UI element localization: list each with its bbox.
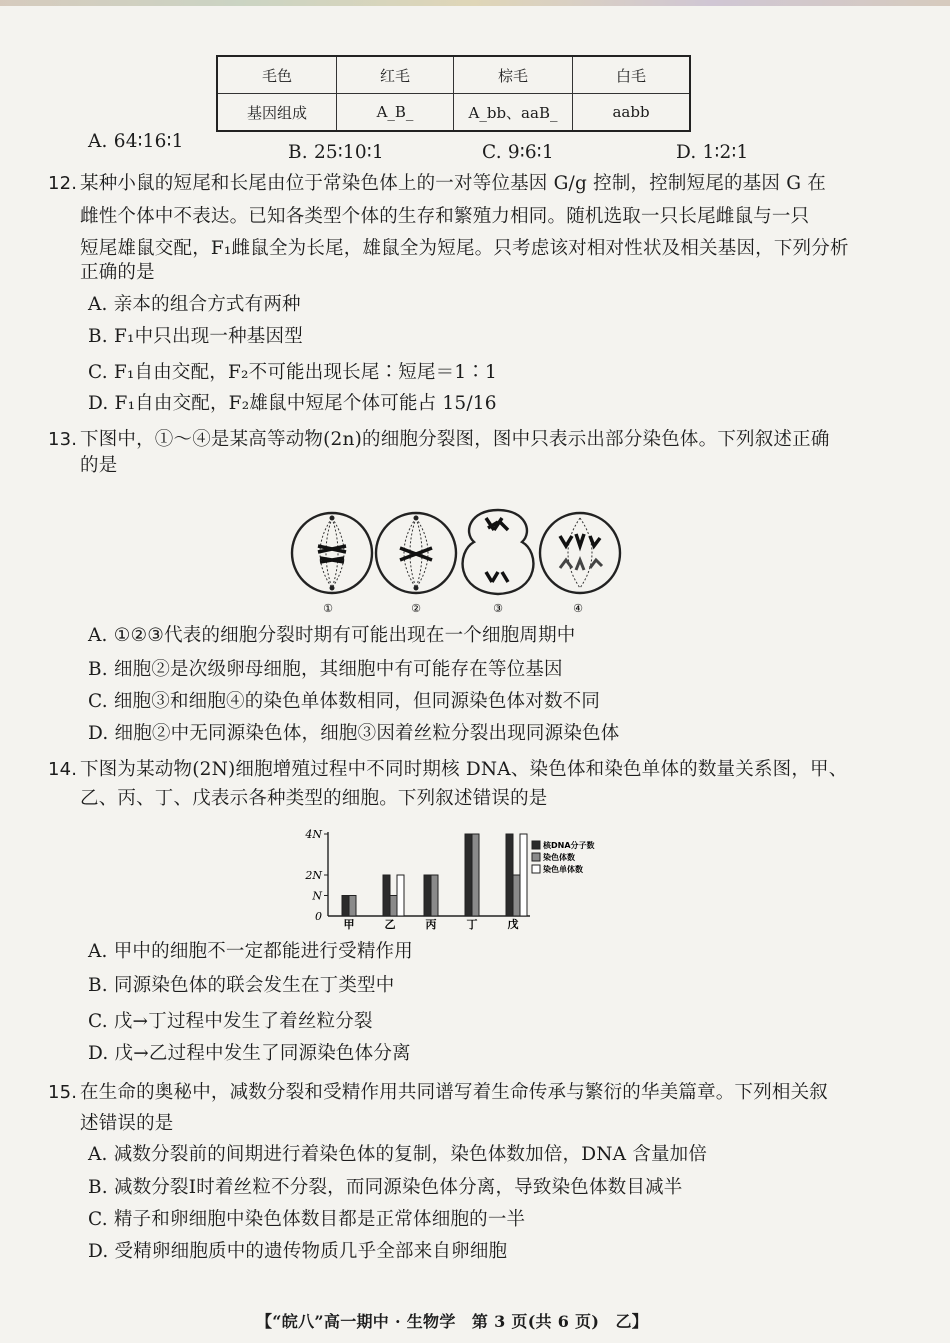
q15-number: 15. (48, 1082, 78, 1103)
q13-option-d: D. 细胞②中无同源染色体，细胞③因着丝粒分裂出现同源染色体 (88, 723, 620, 744)
bar (342, 896, 349, 917)
cell-label: ④ (573, 602, 583, 614)
q11-option-d: D. 1∶2∶1 (676, 142, 749, 163)
bar (390, 896, 397, 917)
q14-option-c: C. 戊→丁过程中发生了着丝粒分裂 (88, 1011, 373, 1032)
q12-stem-line: 正确的是 (80, 262, 155, 283)
bar (513, 875, 520, 916)
q11-option-b: B. 25∶10∶1 (288, 142, 384, 163)
q14-number: 14. (48, 759, 78, 780)
q12-option-c: C. F₁自由交配，F₂不可能出现长尾∶短尾＝1∶1 (88, 362, 498, 383)
q13-stem-line: 的是 (80, 455, 118, 476)
chart-categories (344, 917, 519, 930)
bar (397, 875, 404, 916)
q15-option-b: B. 减数分裂Ⅰ时着丝粒不分裂，而同源染色体分离，导致染色体数目减半 (88, 1177, 683, 1198)
x-tick-label: 丙 (425, 918, 437, 930)
q14-option-d: D. 戊→乙过程中发生了同源染色体分离 (88, 1043, 411, 1064)
cell-label: ① (323, 602, 333, 614)
bar (424, 875, 431, 916)
legend-label: 染色单体数 (543, 865, 583, 874)
legend-swatch (532, 841, 540, 849)
table-cell: 红毛 (337, 56, 454, 94)
cell-label: ② (411, 602, 421, 614)
q14-option-b: B. 同源染色体的联会发生在丁类型中 (88, 975, 395, 996)
q12-stem-line: 短尾雄鼠交配，F₁雌鼠全为长尾，雄鼠全为短尾。只考虑该对相对性状及相关基因，下列分析 (80, 238, 849, 259)
q12-stem-line: 某种小鼠的短尾和长尾由位于常染色体上的一对等位基因 G/g 控制，控制短尾的基因 G 在 (80, 173, 826, 194)
y-tick-label: 4N (305, 828, 322, 841)
cell-label: ③ (493, 602, 503, 614)
q11-option-c: C. 9∶6∶1 (482, 142, 554, 163)
q12-number: 12. (48, 173, 78, 194)
table-cell: A_B_ (337, 94, 454, 132)
cell-4-diagram (540, 513, 620, 593)
legend-label: 染色体数 (543, 853, 575, 862)
q13-stem-line: 下图中，①～④是某高等动物(2n)的细胞分裂图，图中只表示出部分染色体。下列叙述正确 (80, 429, 830, 450)
chart-legend (532, 840, 595, 874)
table-cell: 白毛 (573, 56, 691, 94)
q14-option-a: A. 甲中的细胞不一定都能进行受精作用 (88, 941, 413, 962)
chart-ticks (304, 828, 328, 923)
y-tick-label: 2N (305, 869, 322, 882)
q14-stem-line: 下图为某动物(2N)细胞增殖过程中不同时期核 DNA、染色体和染色单体的数量关系图，甲、 (80, 759, 848, 780)
q15-stem-line: 在生命的奥秘中，减数分裂和受精作用共同谱写着生命传承与繁衍的华美篇章。下列相关叙 (80, 1082, 829, 1103)
table-cell: A_bb、aaB_ (454, 94, 573, 132)
table-cell: 棕毛 (454, 56, 573, 94)
table-cell: aabb (573, 94, 691, 132)
page-footer: 【“皖八”高一期中 · 生物学 第 3 页(共 6 页) 乙】 (256, 1312, 649, 1331)
table-cell: 基因组成 (217, 94, 337, 132)
cell-3-diagram (463, 510, 534, 594)
coat-color-table (216, 55, 691, 132)
legend-swatch (532, 853, 540, 861)
bar (506, 834, 513, 916)
q12-stem-line: 雌性个体中不表达。已知各类型个体的生存和繁殖力相同。随机选取一只长尾雌鼠与一只 (80, 206, 810, 227)
cell-1-diagram (292, 513, 372, 593)
x-tick-label: 乙 (384, 918, 396, 930)
bar (383, 875, 390, 916)
q13-option-a: A. ①②③代表的细胞分裂时期有可能出现在一个细胞周期中 (88, 625, 576, 646)
table-cell: 毛色 (217, 56, 337, 94)
y-tick-label: N (312, 889, 322, 903)
q15-option-c: C. 精子和卵细胞中染色体数目都是正常体细胞的一半 (88, 1209, 526, 1230)
legend-label: 核DNA分子数 (543, 841, 595, 850)
q11-option-a: A. 64∶16∶1 (88, 131, 184, 152)
bar (349, 896, 356, 917)
bar (465, 834, 472, 916)
table-header-row (217, 56, 690, 94)
bar (472, 834, 479, 916)
q15-stem-line: 述错误的是 (80, 1113, 174, 1134)
q12-option-a: A. 亲本的组合方式有两种 (88, 294, 301, 315)
q12-option-b: B. F₁中只出现一种基因型 (88, 326, 303, 347)
x-tick-label: 戊 (507, 918, 519, 930)
q15-option-a: A. 减数分裂前的间期进行着染色体的复制，染色体数加倍，DNA 含量加倍 (88, 1144, 708, 1165)
y-tick-label: 0 (315, 910, 322, 923)
x-tick-label: 丁 (466, 918, 478, 930)
x-tick-label: 甲 (343, 918, 355, 930)
table-row (217, 94, 690, 132)
chart-bars (342, 834, 527, 916)
q13-number: 13. (48, 429, 78, 450)
q14-stem-line: 乙、丙、丁、戊表示各种类型的细胞。下列叙述错误的是 (80, 788, 548, 809)
bar (520, 834, 527, 916)
q15-option-d: D. 受精卵细胞质中的遗传物质几乎全部来自卵细胞 (88, 1241, 508, 1262)
legend-swatch (532, 865, 540, 873)
cell-2-diagram (376, 513, 456, 593)
q13-option-b: B. 细胞②是次级卵母细胞，其细胞中有可能存在等位基因 (88, 659, 563, 680)
q12-option-d: D. F₁自由交配，F₂雄鼠中短尾个体可能占 15/16 (88, 393, 497, 414)
cell-division-figure (288, 506, 624, 614)
page-top-strip (0, 0, 950, 6)
q13-option-c: C. 细胞③和细胞④的染色单体数相同，但同源染色体对数不同 (88, 691, 601, 712)
dna-chromosome-bar-chart (300, 826, 620, 930)
bar (431, 875, 438, 916)
